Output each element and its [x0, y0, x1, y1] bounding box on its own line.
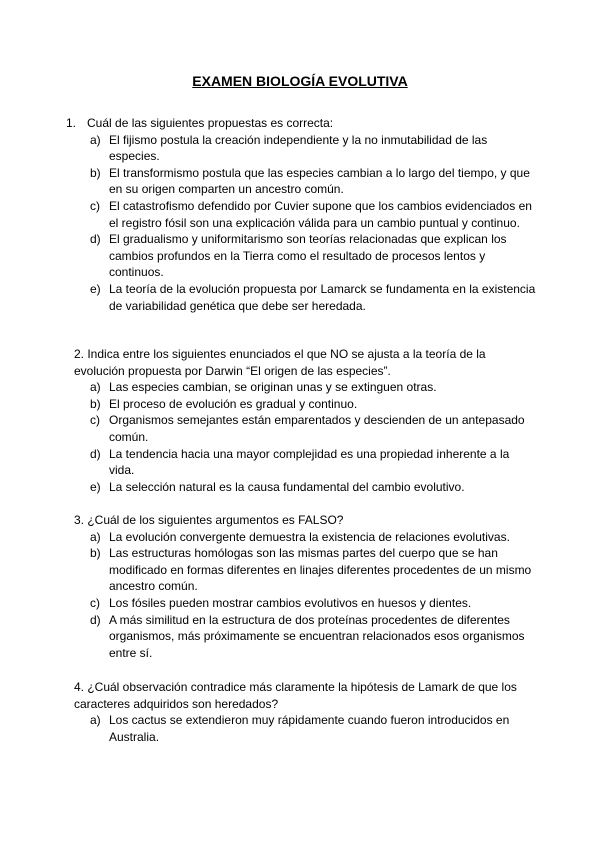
option-a [66, 379, 536, 396]
option-text: Los cactus se extendieron muy rápidamente cuando fueron introducidos en Australia. [109, 713, 510, 744]
option-text: A más similitud en la estructura de dos proteínas procedentes de diferentes organismos, más próximamente se encuentran relacionados esos organismos entre sí. [109, 612, 525, 660]
option-letter: d) [90, 612, 101, 627]
option-letter: a) [90, 132, 101, 147]
option-text: La teoría de la evolución propuesta por Lamarck se fundamenta en la existencia de variabilidad genética que debe ser heredada. [109, 281, 536, 313]
option-d [66, 446, 536, 479]
option-e [66, 479, 536, 496]
option-a [66, 132, 536, 165]
option-letter: e) [90, 281, 101, 296]
option-d [66, 231, 536, 281]
question-number: 1. [66, 116, 77, 130]
option-b [66, 396, 536, 413]
option-text: La tendencia hacia una mayor complejidad es una propiedad inherente a la vida. [109, 446, 510, 478]
option-text: Los fósiles pueden mostrar cambios evolutivos en huesos y dientes. [109, 595, 472, 610]
option-e [66, 281, 536, 314]
option-b [66, 165, 536, 198]
question-1 [66, 115, 536, 314]
option-letter: b) [90, 546, 101, 561]
question-3-header: 3. ¿Cuál de los siguientes argumentos es FALSO? [74, 513, 344, 527]
option-letter: b) [90, 396, 101, 411]
option-list [66, 529, 536, 662]
option-letter: b) [90, 165, 101, 180]
option-letter: a) [90, 380, 101, 395]
option-a [66, 529, 536, 546]
question-2-header: 2. Indica entre los siguientes enunciados el que NO se ajusta a la teoría de la evolución propuesta por Darwin “El origen de las especies”. [74, 347, 486, 378]
option-b [66, 545, 536, 595]
question-4-header: 4. ¿Cuál observación contradice más claramente la hipótesis de Lamark de que los caracteres adquiridos son heredados? [74, 680, 517, 711]
option-text: El proceso de evolución es gradual y continuo. [109, 396, 358, 411]
option-c [66, 198, 536, 231]
question-1-header [66, 115, 536, 132]
option-text: El fijismo postula la creación independiente y la no inmutabilidad de las especies. [109, 132, 488, 164]
option-a [66, 712, 536, 745]
option-text: La selección natural es la causa fundamental del cambio evolutivo. [109, 479, 465, 494]
option-text: El gradualismo y uniformitarismo son teorías relacionadas que explican los cambios profundos en la Tierra como el resultado de procesos lentos y continuos. [109, 232, 507, 280]
option-list [66, 379, 536, 495]
option-text: El transformismo postula que las especies cambian a lo largo del tiempo, y que en su origen comparten un ancestro común. [109, 165, 530, 197]
option-list [66, 712, 536, 745]
option-d [66, 612, 536, 662]
option-c [66, 412, 536, 445]
question-3 [66, 512, 536, 661]
option-text: El catastrofismo defendido por Cuvier supone que los cambios evidenciados en el registro fósil son una explicación válida para un cambio puntual y continuo. [109, 198, 532, 230]
page-title: EXAMEN BIOLOGÍA EVOLUTIVA [192, 73, 408, 89]
option-letter: d) [90, 232, 101, 247]
option-letter: a) [90, 713, 101, 728]
question-2 [66, 346, 536, 495]
option-letter: d) [90, 446, 101, 461]
option-c [66, 595, 536, 612]
option-list [66, 132, 536, 315]
option-text: Las especies cambian, se originan unas y se extinguen otras. [109, 380, 437, 395]
question-4 [66, 679, 536, 745]
question-text: Cuál de las siguientes propuestas es correcta: [87, 116, 334, 130]
option-letter: a) [90, 529, 101, 544]
option-text: Organismos semejantes están emparentados y descienden de un antepasado común. [109, 413, 525, 444]
option-letter: c) [90, 198, 100, 213]
option-letter: c) [90, 413, 100, 428]
option-letter: e) [90, 479, 101, 494]
option-text: Las estructuras homólogas son las mismas partes del cuerpo que se han modificado en formas diferentes en linajes diferentes procedentes de un mismo ancestro común. [109, 546, 532, 594]
option-letter: c) [90, 595, 100, 610]
option-text: La evolución convergente demuestra la existencia de relaciones evolutivas. [109, 529, 510, 544]
